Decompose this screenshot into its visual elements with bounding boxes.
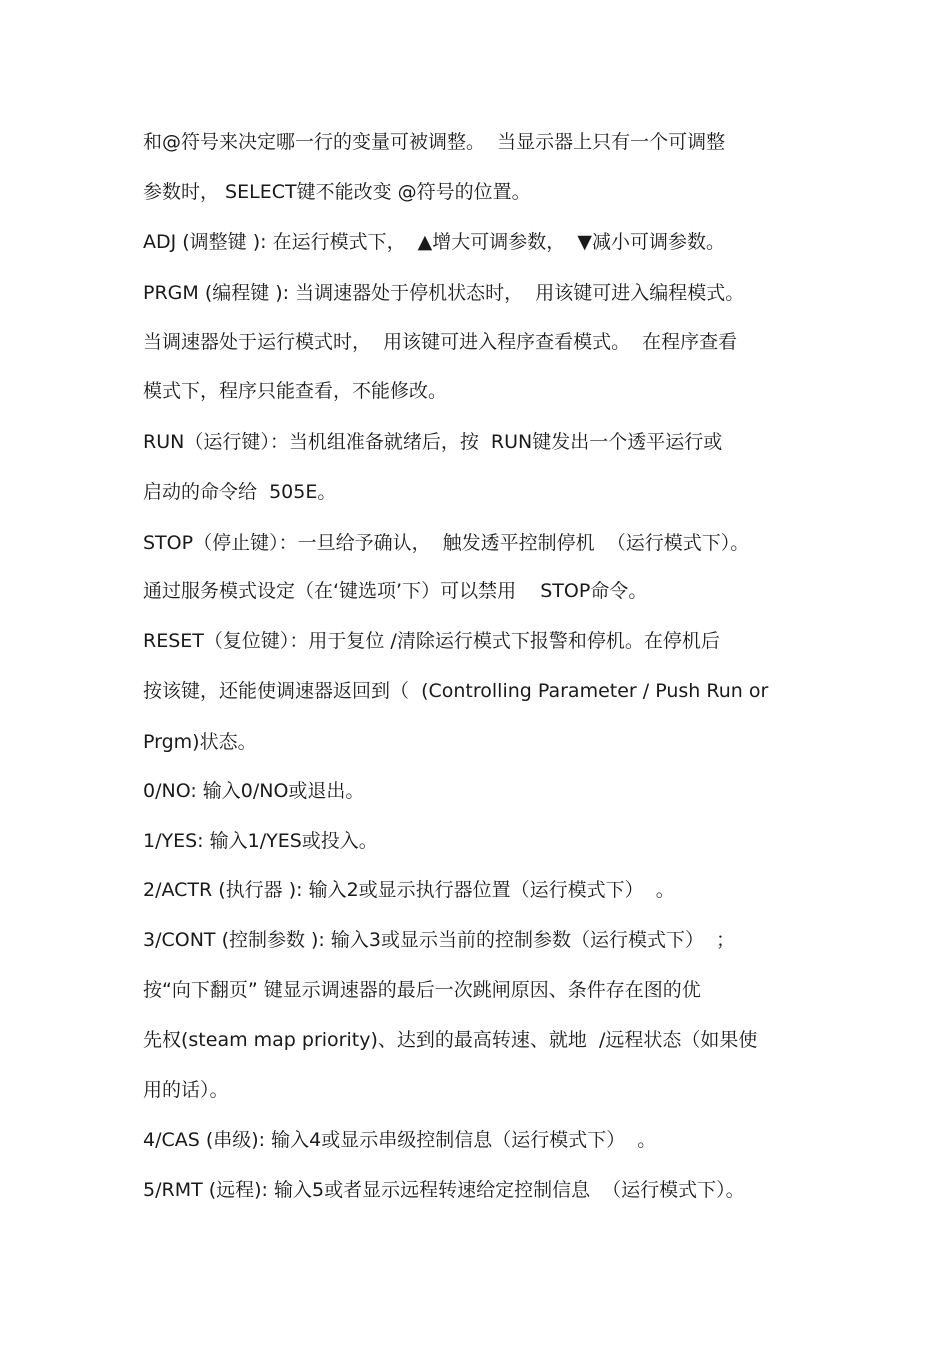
text-line: 2/ACTR (执行器 ): 输入2或显示执行器位置（运行模式下） 。 (143, 879, 675, 901)
text-line: 先权(steam map priority)、达到的最高转速、就地 /远程状态（如果使 (143, 1029, 758, 1051)
text-line: Prgm)状态。 (143, 731, 257, 753)
text-line: 当调速器处于运行模式时， 用该键可进入程序查看模式。 在程序查看 (143, 331, 738, 353)
text-line: ADJ (调整键 ): 在运行模式下， ▲增大可调参数， ▼减小可调参数。 (143, 231, 725, 253)
text-line: 4/CAS (串级): 输入4或显示串级控制信息（运行模式下） 。 (143, 1129, 657, 1151)
text-line: 参数时， SELECT键不能改变 @符号的位置。 (143, 181, 531, 203)
text-line: 1/YES: 输入1/YES或投入。 (143, 830, 378, 852)
text-line: 启动的命令给 505E。 (143, 481, 337, 503)
text-line: 通过服务模式设定（在‘键选项’下）可以禁用 STOP命令。 (143, 580, 648, 602)
text-line: STOP（停止键）：一旦给予确认， 触发透平控制停机 （运行模式下）。 (143, 532, 750, 554)
text-line: RUN（运行键）：当机组准备就绪后，按 RUN键发出一个透平运行或 (143, 431, 723, 453)
text-line: 和@符号来决定哪一行的变量可被调整。 当显示器上只有一个可调整 (143, 131, 726, 153)
text-line: PRGM (编程键 ): 当调速器处于停机状态时， 用该键可进入编程模式。 (143, 282, 745, 304)
text-line: 3/CONT (控制参数 ): 输入3或显示当前的控制参数（运行模式下） ； (143, 929, 736, 951)
text-line: 模式下，程序只能查看，不能修改。 (143, 380, 448, 402)
text-line: 按“向下翻页” 键显示调速器的最后一次跳闸原因、条件存在图的优 (143, 979, 701, 1001)
text-line: 0/NO: 输入0/NO或退出。 (143, 780, 365, 802)
text-line: 用的话）。 (143, 1079, 229, 1101)
text-line: RESET（复位键）：用于复位 /清除运行模式下报警和停机。在停机后 (143, 630, 720, 652)
text-line: 5/RMT (远程): 输入5或者显示远程转速给定控制信息 （运行模式下）。 (143, 1179, 745, 1201)
text-line: 按该键，还能使调速器返回到（ (Controlling Parameter / Push Run or (143, 680, 769, 702)
